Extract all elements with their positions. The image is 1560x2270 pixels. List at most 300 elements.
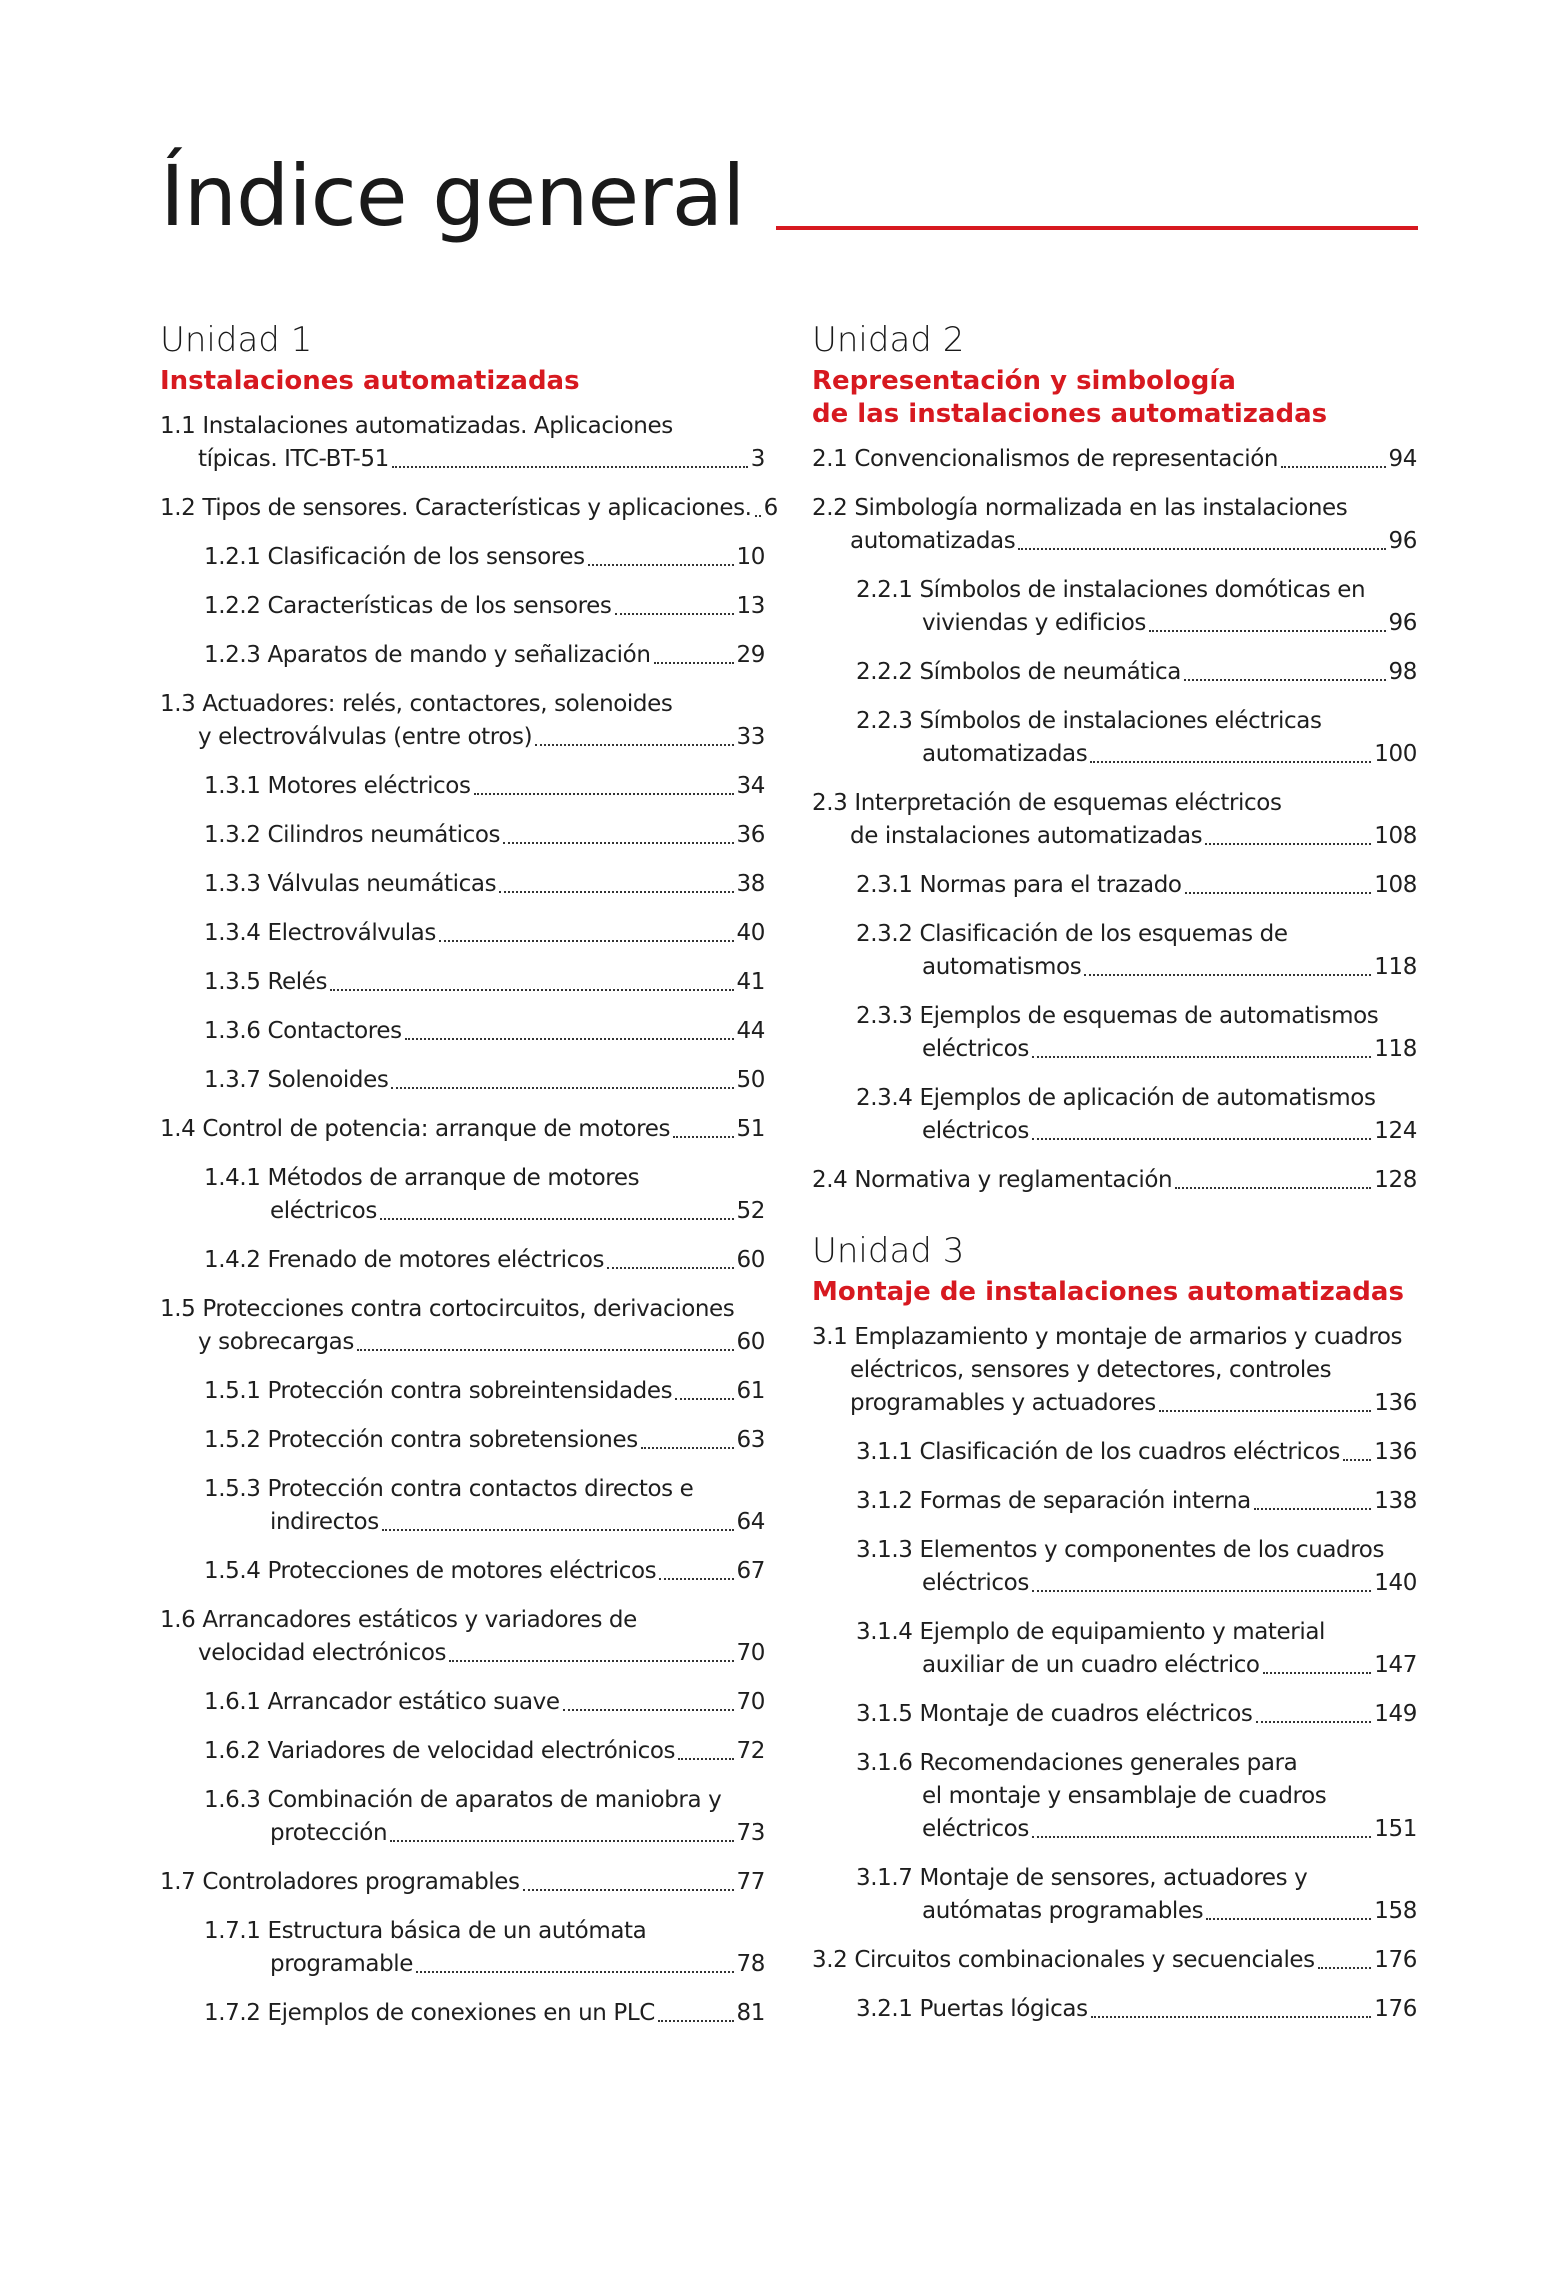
- toc-entry-page: 34: [736, 772, 765, 799]
- toc-entry[interactable]: [812, 1616, 1417, 1682]
- toc-entry[interactable]: [812, 1164, 1417, 1197]
- toc-entry-gap: [847, 1164, 854, 1197]
- toc-entry-text: Controladores programables: [202, 1868, 520, 1895]
- toc-entry-line: [160, 721, 765, 754]
- toc-column-left: [160, 320, 778, 2030]
- toc-entry-text: Recomendaciones generales para: [919, 1749, 1298, 1776]
- toc-entry-line: [812, 1354, 1417, 1387]
- toc-entry-text: Relés: [267, 968, 328, 995]
- toc-entry-page: 149: [1374, 1700, 1417, 1727]
- dot-leader: [1032, 1836, 1371, 1838]
- toc-entry-gap: [261, 1915, 268, 1948]
- toc-entry-number: 3.1.1: [856, 1438, 913, 1465]
- toc-entry-text: Control de potencia: arranque de motores: [202, 1115, 671, 1142]
- toc-entry-gap: [913, 1993, 920, 2026]
- toc-entry-number: 3.1.3: [856, 1536, 913, 1563]
- dot-leader: [357, 1349, 734, 1351]
- toc-entry-number: 1.3.4: [204, 919, 261, 946]
- toc-entry-page: 140: [1374, 1569, 1417, 1596]
- toc-entry[interactable]: [812, 1534, 1417, 1600]
- toc-entry-text: Normativa y reglamentación: [854, 1166, 1173, 1193]
- toc-entry-line: [160, 1735, 765, 1768]
- dot-leader: [405, 1038, 734, 1040]
- toc-entry-line: [812, 1485, 1417, 1518]
- toc-entry-line: [160, 1784, 765, 1817]
- toc-entry-line: [812, 1567, 1417, 1600]
- toc-entry-line: [812, 1164, 1417, 1197]
- toc-entry[interactable]: [812, 869, 1417, 902]
- toc-entry-text: programables y actuadores: [850, 1389, 1156, 1416]
- toc-entry-text: Cilindros neumáticos: [267, 821, 501, 848]
- dot-leader: [391, 1087, 733, 1089]
- toc-entry-page: 151: [1374, 1815, 1417, 1842]
- toc-entry-page: 136: [1374, 1438, 1417, 1465]
- dot-leader: [654, 662, 734, 664]
- toc-entry-number: 1.6.2: [204, 1737, 261, 1764]
- dot-leader: [523, 1889, 734, 1891]
- toc-entry-text: eléctricos: [270, 1197, 377, 1224]
- toc-entry-line: [160, 541, 765, 574]
- toc-entry-gap: [913, 1534, 920, 1567]
- dot-leader: [1263, 1672, 1372, 1674]
- unit-title: Instalaciones automatizadas: [160, 365, 580, 396]
- toc-entry-page: 70: [736, 1688, 765, 1715]
- dot-leader: [615, 613, 734, 615]
- toc-entry-line: [160, 770, 765, 803]
- toc-entry-page: 36: [736, 821, 765, 848]
- toc-entry-gap: [913, 1698, 920, 1731]
- toc-entry-page: 61: [736, 1377, 765, 1404]
- toc-entry-text: Electroválvulas: [267, 919, 436, 946]
- toc-entry[interactable]: [160, 1735, 765, 1768]
- toc-entry-text: Convencionalismos de representación: [854, 445, 1279, 472]
- toc-entry-gap: [261, 1244, 268, 1277]
- toc-entry-line: [160, 1997, 765, 2030]
- toc-entry[interactable]: [160, 917, 765, 950]
- toc-entry-page: 70: [736, 1639, 765, 1666]
- toc-entry-line: [812, 951, 1417, 984]
- toc-entry[interactable]: [160, 868, 765, 901]
- toc-entry-number: 1.3.7: [204, 1066, 261, 1093]
- toc-entry-number: 3.2.1: [856, 1995, 913, 2022]
- toc-entry-text: Frenado de motores eléctricos: [267, 1246, 605, 1273]
- toc-entry-text: eléctricos: [922, 1815, 1029, 1842]
- toc-entry[interactable]: [812, 443, 1417, 476]
- toc-entry[interactable]: [812, 1944, 1417, 1977]
- toc-entry-number: 1.5.3: [204, 1475, 261, 1502]
- toc-entry-gap: [913, 656, 920, 689]
- toc-entry[interactable]: [160, 1113, 765, 1146]
- unit-block-3: [812, 1231, 1417, 2026]
- toc-entry[interactable]: [160, 1424, 765, 1457]
- toc-entry-number: 3.1.4: [856, 1618, 913, 1645]
- toc-entry-gap: [261, 868, 268, 901]
- toc-entry-number: 2.3.1: [856, 871, 913, 898]
- toc-entry[interactable]: [812, 918, 1417, 984]
- toc-entry-page: 60: [736, 1246, 765, 1273]
- toc-entry[interactable]: [160, 1555, 765, 1588]
- toc-entry-gap: [913, 705, 920, 738]
- toc-entry-page: 96: [1388, 527, 1417, 554]
- toc-entry-text: Protección contra contactos directos e: [267, 1475, 694, 1502]
- toc-entry-line: [812, 1698, 1417, 1731]
- toc-entry-text: automatizadas: [850, 527, 1016, 554]
- toc-entry-line: [812, 1747, 1417, 1780]
- toc-entry-line: [812, 738, 1417, 771]
- toc-entry-page: 6: [763, 494, 778, 521]
- toc-entry[interactable]: [812, 492, 1417, 558]
- toc-entry-gap: [913, 1082, 920, 1115]
- toc-entry-gap: [261, 1064, 268, 1097]
- toc-entry-line: [160, 1326, 765, 1359]
- toc-entry-line: [160, 1424, 765, 1457]
- toc-entry-line: [160, 917, 765, 950]
- toc-entry-number: 1.6.1: [204, 1688, 261, 1715]
- toc-entry-gap: [913, 1747, 920, 1780]
- toc-entry-gap: [847, 1321, 854, 1354]
- toc-entry-text: Circuitos combinacionales y secuenciales: [854, 1946, 1315, 1973]
- unit-label: Unidad 2: [812, 320, 965, 360]
- toc-entry-page: 51: [736, 1115, 765, 1142]
- toc-entry[interactable]: [160, 770, 765, 803]
- toc-entry[interactable]: [160, 1784, 765, 1850]
- toc-entry[interactable]: [160, 541, 765, 574]
- title-rule: [776, 226, 1418, 230]
- toc-entry-number: 1.5: [160, 1295, 196, 1322]
- toc-entry-text: Estructura básica de un autómata: [267, 1917, 647, 1944]
- toc-entry-text: Motores eléctricos: [267, 772, 471, 799]
- toc-entry[interactable]: [160, 1375, 765, 1408]
- toc-entry-page: 60: [736, 1328, 765, 1355]
- toc-entry-number: 1.2.1: [204, 543, 261, 570]
- toc-entry[interactable]: [160, 1997, 765, 2030]
- toc-entry-line: [812, 1862, 1417, 1895]
- toc-entry-text: Símbolos de neumática: [919, 658, 1181, 685]
- toc-entry-line: [812, 1321, 1417, 1354]
- page-header: [160, 148, 1420, 258]
- toc-entry-line: [812, 820, 1417, 853]
- toc-entry[interactable]: [812, 1082, 1417, 1148]
- toc-entry-page: 3: [750, 445, 765, 472]
- toc-entry-gap: [195, 1293, 202, 1326]
- toc-entry-page: 40: [736, 919, 765, 946]
- toc-entry-line: [160, 1506, 765, 1539]
- toc-entry[interactable]: [812, 1485, 1417, 1518]
- toc-entry[interactable]: [160, 966, 765, 999]
- toc-entry-gap: [261, 1375, 268, 1408]
- toc-entry-line: [812, 1436, 1417, 1469]
- dot-leader: [1084, 974, 1371, 976]
- toc-entry-page: 136: [1374, 1389, 1417, 1416]
- toc-entry[interactable]: [812, 705, 1417, 771]
- toc-entry[interactable]: [160, 1915, 765, 1981]
- toc-entry-number: 3.1.7: [856, 1864, 913, 1891]
- toc-entry-text: automatismos: [922, 953, 1082, 980]
- toc-entry-text: Métodos de arranque de motores: [267, 1164, 640, 1191]
- toc-entry-text: Arrancador estático suave: [267, 1688, 560, 1715]
- toc-entry-text: típicas. ITC-BT-51: [198, 445, 389, 472]
- toc-entry-gap: [195, 688, 202, 721]
- toc-entry-line: [812, 1616, 1417, 1649]
- dot-leader: [675, 1398, 733, 1400]
- toc-entry-number: 1.7.2: [204, 1999, 261, 2026]
- unit-block-2: [812, 320, 1417, 1197]
- dot-leader: [392, 466, 748, 468]
- toc-entry-line: [812, 1780, 1417, 1813]
- toc-entry[interactable]: [160, 410, 765, 476]
- toc-entry[interactable]: [812, 656, 1417, 689]
- toc-entry-line: [160, 819, 765, 852]
- toc-entry-gap: [847, 492, 854, 525]
- toc-entry-line: [160, 1473, 765, 1506]
- toc-entry-text: viviendas y edificios: [922, 609, 1146, 636]
- toc-entry-number: 2.2.1: [856, 576, 913, 603]
- dot-leader: [1256, 1721, 1372, 1723]
- toc-entry[interactable]: [160, 639, 765, 672]
- toc-entry-line: [160, 443, 765, 476]
- toc-entry[interactable]: [812, 1698, 1417, 1731]
- toc-column-right: [812, 320, 1417, 2026]
- toc-entry-gap: [261, 1997, 268, 2030]
- toc-entry[interactable]: [812, 1436, 1417, 1469]
- toc-entry-gap: [261, 590, 268, 623]
- toc-entry-gap: [261, 1015, 268, 1048]
- toc-entry-page: 52: [736, 1197, 765, 1224]
- toc-entry[interactable]: [812, 1321, 1417, 1420]
- toc-entry-page: 63: [736, 1426, 765, 1453]
- toc-entry-number: 2.2.2: [856, 658, 913, 685]
- toc-entry-line: [812, 1000, 1417, 1033]
- dot-leader: [1185, 892, 1372, 894]
- toc-entry-text: el montaje y ensamblaje de cuadros: [922, 1782, 1327, 1809]
- toc-entry-text: programable: [270, 1950, 414, 1977]
- unit-title-line: de las instalaciones automatizadas: [812, 398, 1328, 429]
- toc-entry-text: Variadores de velocidad electrónicos: [267, 1737, 676, 1764]
- toc-entry-text: Ejemplos de conexiones en un PLC: [267, 1999, 655, 2026]
- toc-entry-gap: [261, 1555, 268, 1588]
- unit-block-1: [160, 320, 778, 2030]
- toc-entry-text: automatizadas: [922, 740, 1088, 767]
- toc-entry-number: 2.3.3: [856, 1002, 913, 1029]
- toc-entry-text: Protecciones de motores eléctricos: [267, 1557, 657, 1584]
- toc-entry-number: 1.3.3: [204, 870, 261, 897]
- toc-entry[interactable]: [160, 492, 778, 525]
- toc-entry-gap: [913, 918, 920, 951]
- toc-entry-page: 108: [1374, 871, 1417, 898]
- toc-entry-gap: [195, 410, 202, 443]
- toc-entry[interactable]: [160, 819, 765, 852]
- toc-entry-text: Ejemplos de esquemas de automatismos: [919, 1002, 1379, 1029]
- toc-entry[interactable]: [160, 1015, 765, 1048]
- toc-entry[interactable]: [812, 1747, 1417, 1846]
- toc-entry-line: [812, 1115, 1417, 1148]
- toc-entry-text: Arrancadores estáticos y variadores de: [202, 1606, 637, 1633]
- toc-entry-text: Puertas lógicas: [919, 1995, 1088, 2022]
- unit-title: Montaje de instalaciones automatizadas: [812, 1276, 1404, 1307]
- toc-entry[interactable]: [160, 1064, 765, 1097]
- dot-leader: [1254, 1508, 1371, 1510]
- toc-entry-number: 3.1.5: [856, 1700, 913, 1727]
- toc-entry-number: 1.2.3: [204, 641, 261, 668]
- toc-entry-page: 38: [736, 870, 765, 897]
- toc-entry-number: 2.4: [812, 1166, 848, 1193]
- toc-entry-page: 176: [1374, 1995, 1417, 2022]
- toc-entry[interactable]: [160, 1686, 765, 1719]
- toc-entry-number: 1.4: [160, 1115, 196, 1142]
- toc-entry[interactable]: [160, 1866, 765, 1899]
- toc-entry-number: 1.5.1: [204, 1377, 261, 1404]
- toc-entry-line: [812, 1387, 1417, 1420]
- toc-entry-page: 100: [1374, 740, 1417, 767]
- toc-entry-gap: [261, 1686, 268, 1719]
- toc-entry-gap: [195, 1866, 202, 1899]
- toc-entry-gap: [261, 639, 268, 672]
- toc-entry-gap: [261, 966, 268, 999]
- toc-entry-text: Montaje de cuadros eléctricos: [919, 1700, 1253, 1727]
- dot-leader: [439, 940, 734, 942]
- toc-entry-text: eléctricos: [922, 1569, 1029, 1596]
- toc-entry[interactable]: [812, 574, 1417, 640]
- toc-entry-gap: [261, 1735, 268, 1768]
- toc-entry-page: 33: [736, 723, 765, 750]
- toc-entry[interactable]: [160, 688, 765, 754]
- toc-entry[interactable]: [812, 1993, 1417, 2026]
- toc-entry-gap: [261, 1784, 268, 1817]
- toc-entry-line: [160, 492, 778, 525]
- toc-entry-text: Símbolos de instalaciones domóticas en: [919, 576, 1366, 603]
- toc-entry-gap: [261, 541, 268, 574]
- toc-entry-text: Tipos de sensores. Características y aplicaciones.: [202, 494, 752, 521]
- dot-leader: [1281, 466, 1385, 468]
- toc-entry-gap: [261, 1473, 268, 1506]
- toc-entry-number: 2.3.4: [856, 1084, 913, 1111]
- toc-entry-page: 158: [1374, 1897, 1417, 1924]
- dot-leader: [607, 1267, 733, 1269]
- toc-entry-line: [160, 1064, 765, 1097]
- dot-leader: [330, 989, 733, 991]
- toc-entry-number: 1.3.6: [204, 1017, 261, 1044]
- toc-entry-text: eléctricos, sensores y detectores, controles: [850, 1356, 1332, 1383]
- toc-entry-line: [812, 1993, 1417, 2026]
- toc-entry-line: [812, 1033, 1417, 1066]
- toc-entry-line: [160, 590, 765, 623]
- toc-entry-number: 2.2: [812, 494, 848, 521]
- toc-entry[interactable]: [160, 590, 765, 623]
- toc-entry-line: [812, 869, 1417, 902]
- toc-entry-text: Aparatos de mando y señalización: [267, 641, 651, 668]
- toc-entry-text: Combinación de aparatos de maniobra y: [267, 1786, 722, 1813]
- dot-leader: [1159, 1410, 1371, 1412]
- dot-leader: [588, 564, 734, 566]
- toc-entry-text: Formas de separación interna: [919, 1487, 1251, 1514]
- dot-leader: [1205, 843, 1371, 845]
- toc-entry-number: 1.6: [160, 1606, 196, 1633]
- toc-entry-page: 44: [736, 1017, 765, 1044]
- toc-entry-gap: [847, 443, 854, 476]
- toc-entry-line: [812, 443, 1417, 476]
- toc-entry-text: Válvulas neumáticas: [267, 870, 497, 897]
- toc-entry-gap: [847, 1944, 854, 1977]
- toc-entry[interactable]: [160, 1293, 765, 1359]
- toc-entry-line: [160, 639, 765, 672]
- toc-entry-gap: [913, 1436, 920, 1469]
- dot-leader: [1090, 761, 1371, 763]
- toc-entry-gap: [913, 1862, 920, 1895]
- toc-entry-page: 98: [1388, 658, 1417, 685]
- toc-entry-text: autómatas programables: [922, 1897, 1204, 1924]
- toc-entry-text: Ejemplos de aplicación de automatismos: [919, 1084, 1376, 1111]
- dot-leader: [380, 1218, 734, 1220]
- toc-entry-gap: [913, 1000, 920, 1033]
- toc-entry-text: velocidad electrónicos: [198, 1639, 447, 1666]
- toc-entry-page: 13: [736, 592, 765, 619]
- toc-entry-line: [160, 1686, 765, 1719]
- toc-entry[interactable]: [812, 787, 1417, 853]
- toc-entry[interactable]: [812, 1862, 1417, 1928]
- toc-entry-gap: [847, 787, 854, 820]
- toc-entry-page: 41: [736, 968, 765, 995]
- toc-entry-line: [160, 1162, 765, 1195]
- toc-entry-page: 78: [736, 1950, 765, 1977]
- toc-entry[interactable]: [160, 1604, 765, 1670]
- toc-entry-page: 118: [1374, 953, 1417, 980]
- toc-entry[interactable]: [812, 1000, 1417, 1066]
- toc-entry-text: eléctricos: [922, 1035, 1029, 1062]
- toc-entry-text: y electroválvulas (entre otros): [198, 723, 533, 750]
- toc-entry-text: Instalaciones automatizadas. Aplicaciones: [202, 412, 673, 439]
- dot-leader: [1149, 630, 1386, 632]
- toc-entry-text: Protecciones contra cortocircuitos, derivaciones: [202, 1295, 735, 1322]
- toc-entry-page: 94: [1388, 445, 1417, 472]
- toc-entry-text: eléctricos: [922, 1117, 1029, 1144]
- dot-leader: [1318, 1967, 1372, 1969]
- toc-entry-line: [812, 1082, 1417, 1115]
- toc-entry-number: 1.3.5: [204, 968, 261, 995]
- toc-entry-gap: [195, 1113, 202, 1146]
- toc-entry-page: 29: [736, 641, 765, 668]
- toc-entry-gap: [913, 574, 920, 607]
- toc-entry-page: 176: [1374, 1946, 1417, 1973]
- toc-entry-line: [160, 1555, 765, 1588]
- dot-leader: [499, 891, 733, 893]
- toc-entry-number: 2.1: [812, 445, 848, 472]
- toc-entry-gap: [913, 869, 920, 902]
- toc-entry[interactable]: [160, 1162, 765, 1228]
- toc-entry-text: Clasificación de los cuadros eléctricos: [919, 1438, 1340, 1465]
- toc-entry-gap: [913, 1616, 920, 1649]
- toc-entry-text: Características de los sensores: [267, 592, 612, 619]
- toc-entry-line: [160, 966, 765, 999]
- toc-entry-text: Simbología normalizada en las instalaciones: [854, 494, 1348, 521]
- toc-entry-line: [812, 918, 1417, 951]
- dot-leader: [449, 1660, 733, 1662]
- toc-entry-number: 1.5.4: [204, 1557, 261, 1584]
- toc-entry-number: 1.3.1: [204, 772, 261, 799]
- unit-title-line: Representación y simbología: [812, 365, 1236, 396]
- toc-entry-page: 118: [1374, 1035, 1417, 1062]
- dot-leader: [382, 1529, 734, 1531]
- toc-entry-page: 50: [736, 1066, 765, 1093]
- toc-entry[interactable]: [160, 1244, 765, 1277]
- dot-leader: [755, 515, 761, 517]
- toc-entry-gap: [261, 917, 268, 950]
- dot-leader: [1032, 1138, 1371, 1140]
- page-title: Índice general: [160, 147, 745, 245]
- toc-entry-page: 72: [736, 1737, 765, 1764]
- toc-entry-text: Ejemplo de equipamiento y material: [919, 1618, 1326, 1645]
- toc-entry[interactable]: [160, 1473, 765, 1539]
- dot-leader: [563, 1709, 734, 1711]
